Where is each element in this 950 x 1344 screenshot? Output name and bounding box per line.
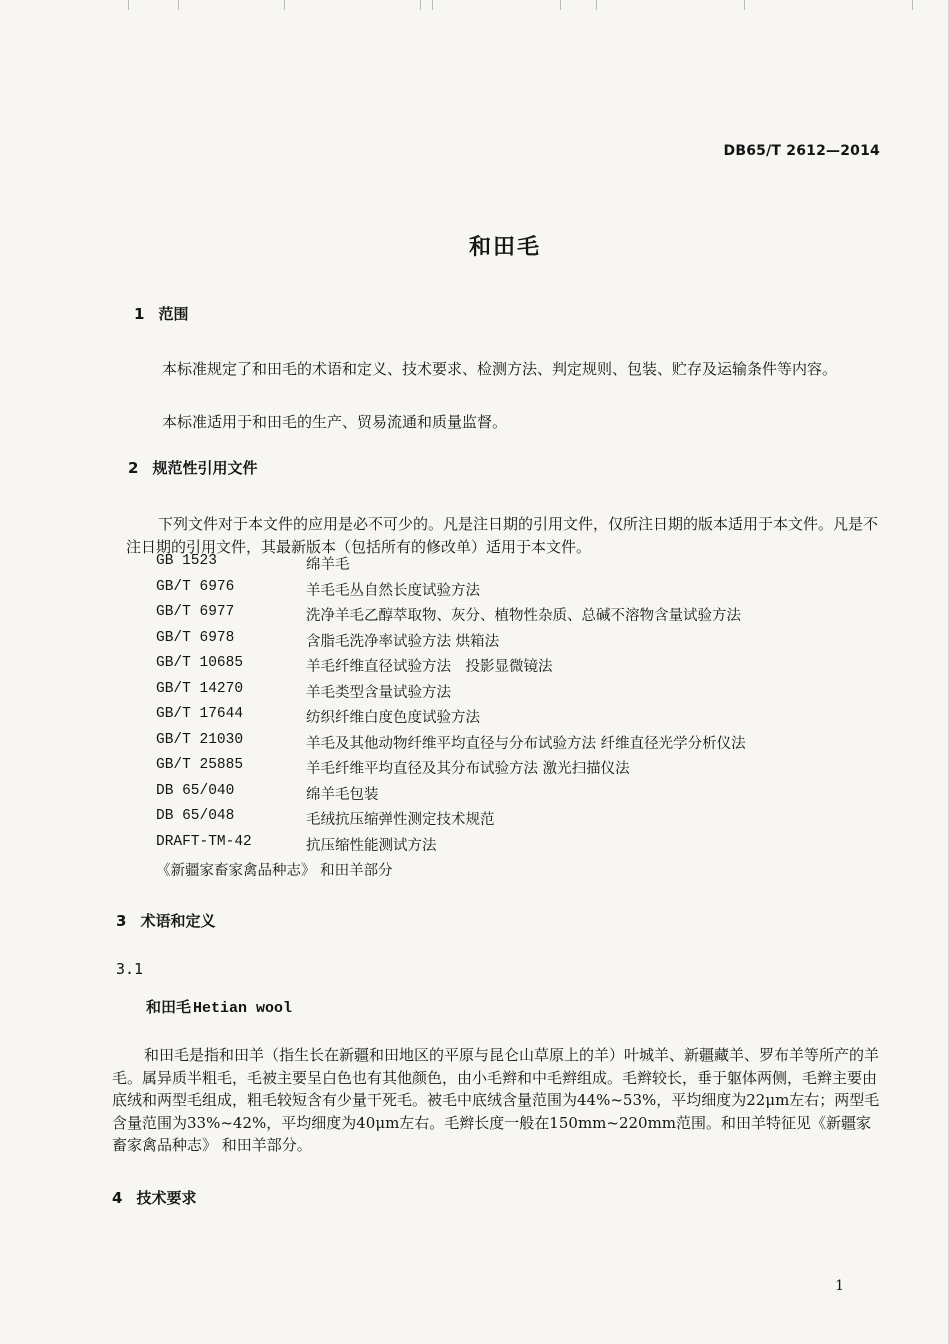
standard-number: DB65/T 2612—2014 [723, 143, 880, 159]
page-number: 1 [835, 1278, 844, 1294]
reference-item [156, 757, 856, 783]
reference-code: GB/T 14270 [156, 680, 244, 697]
reference-title: 含脂毛洗净率试验方法 烘箱法 [306, 633, 500, 650]
reference-item [156, 783, 856, 809]
reference-code: GB/T 17644 [156, 706, 244, 722]
section-number: 1 [134, 305, 145, 323]
section-number: 2 [128, 459, 139, 477]
reference-item [156, 808, 856, 834]
reference-title: 绵羊毛 [306, 557, 350, 573]
definition-paragraph: 和田毛是指和田羊（指生长在新疆和田地区的平原与昆仑山草原上的羊）叶城羊、新疆藏羊、罗布羊等所产的羊毛。属异质半粗毛，毛被主要呈白色也有其他颜色，由小毛辫和中毛辫组成。毛辫较长，垂于躯体两侧，毛辫主要由底绒和两型毛组成，粗毛较短含有少量干死毛。被毛中底绒含量范围为44%~53%，平均细度为22μm左右；两型毛含量范围为33%~42%，平均细度为40μm左右。毛辫长度一般在150mm~220mm范围。和田羊特征见《新疆家畜家禽品种志》 和田羊部分。 [112, 1046, 880, 1154]
reference-code: GB/T 6978 [156, 629, 235, 646]
reference-title: 羊毛类型含量试验方法 [306, 684, 451, 701]
reference-code: DB 65/040 [156, 782, 235, 799]
scope-paragraph-1: 本标准规定了和田毛的术语和定义、技术要求、检测方法、判定规则、包装、贮存及运输条件等内容。 [162, 360, 838, 378]
reference-title: 纺织纤维白度色度试验方法 [306, 710, 480, 726]
reference-title: 羊毛及其他动物纤维平均直径与分布试验方法 纤维直径光学分析仪法 [306, 735, 746, 752]
reference-item [156, 630, 856, 656]
reference-item [156, 706, 856, 732]
reference-title: 羊毛纤维直径试验方法 投影显微镜法 [306, 659, 553, 675]
term-entry [146, 996, 292, 1017]
reference-item [156, 732, 856, 758]
reference-code: GB/T 10685 [156, 655, 244, 671]
section-title: 术语和定义 [140, 912, 216, 930]
reference-code: DRAFT-TM-42 [156, 833, 252, 850]
section-title: 技术要求 [136, 1189, 197, 1207]
book-reference: 《新疆家畜家禽品种志》 和田羊部分 [156, 863, 393, 879]
reference-code: GB/T 21030 [156, 731, 244, 748]
reference-item [156, 579, 856, 605]
scope-paragraph-2: 本标准适用于和田毛的生产、贸易流通和质量监督。 [162, 413, 508, 431]
section-4-heading [112, 1187, 196, 1208]
term-chinese: 和田毛 [146, 998, 192, 1016]
reference-item [156, 834, 856, 860]
term-english: Hetian wool [193, 1000, 293, 1017]
reference-title: 洗净羊毛乙醇萃取物、灰分、植物性杂质、总碱不溶物含量试验方法 [306, 608, 741, 624]
reference-code: DB 65/048 [156, 808, 235, 824]
reference-list [156, 553, 856, 885]
reference-item [156, 655, 856, 681]
subsection-3-1-number: 3.1 [116, 960, 144, 978]
reference-item [156, 859, 856, 885]
reference-title: 羊毛毛丛自然长度试验方法 [306, 582, 480, 599]
reference-title: 抗压缩性能测试方法 [306, 837, 437, 854]
reference-title: 羊毛纤维平均直径及其分布试验方法 激光扫描仪法 [306, 761, 630, 777]
references-intro: 下列文件对于本文件的应用是必不可少的。凡是注日期的引用文件，仅所注日期的版本适用于本文件。凡是不注日期的引用文件，其最新版本（包括所有的修改单）适用于本文件。 [126, 515, 879, 556]
scan-artifacts [0, 0, 950, 12]
section-number: 3 [116, 912, 127, 930]
document-title: 和田毛 [468, 235, 541, 260]
section-2-heading [128, 457, 257, 478]
reference-code: GB/T 25885 [156, 757, 244, 773]
section-number: 4 [112, 1189, 123, 1207]
reference-code: GB/T 6977 [156, 604, 235, 620]
reference-title: 绵羊毛包装 [306, 786, 379, 803]
reference-item [156, 553, 856, 579]
section-title: 规范性引用文件 [152, 459, 258, 477]
reference-item [156, 604, 856, 630]
section-3-heading [116, 910, 215, 931]
reference-item [156, 681, 856, 707]
reference-title: 毛绒抗压缩弹性测定技术规范 [306, 812, 495, 828]
section-title: 范围 [158, 305, 189, 323]
section-1-heading [134, 303, 188, 324]
reference-code: GB 1523 [156, 553, 217, 569]
reference-code: GB/T 6976 [156, 578, 235, 595]
